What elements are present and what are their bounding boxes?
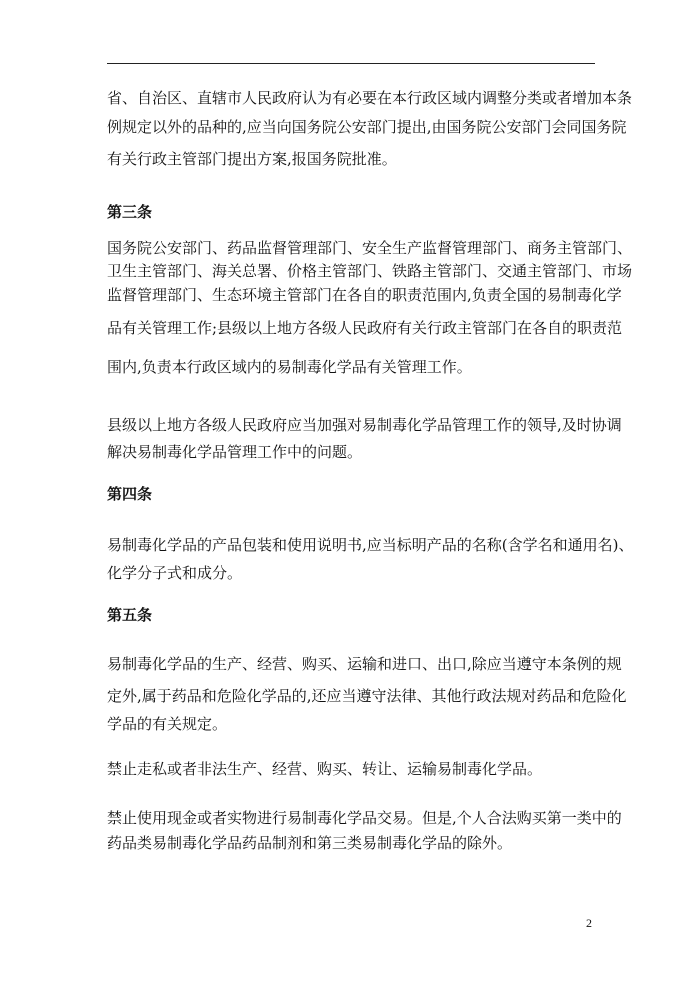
body-text-line: 卫生主管部门、海关总署、价格主管部门、铁路主管部门、交通主管部门、市场 [107, 262, 633, 280]
body-text-line: 国务院公安部门、药品监督管理部门、安全生产监督管理部门、商务主管部门、 [107, 239, 633, 257]
body-text-line: 易制毒化学品的产品包装和使用说明书,应当标明产品的名称(含学名和通用名)、 [107, 536, 634, 554]
body-text-line: 禁止使用现金或者实物进行易制毒化学品交易。但是,个人合法购买第一类中的 [107, 809, 622, 827]
body-text-line: 禁止走私或者非法生产、经营、购买、转让、运输易制毒化学品。 [107, 760, 543, 778]
page-number: 2 [586, 916, 592, 930]
body-text-line: 例规定以外的品种的,应当向国务院公安部门提出,由国务院公安部门会同国务院 [107, 118, 627, 136]
body-text-line: 化学分子式和成分。 [107, 564, 243, 582]
article-heading: 第四条 [107, 485, 153, 503]
body-text-line: 易制毒化学品的生产、经营、购买、运输和进口、出口,除应当遵守本条例的规 [107, 655, 622, 673]
body-text-line: 解决易制毒化学品管理工作中的问题。 [107, 443, 363, 461]
body-text-line: 县级以上地方各级人民政府应当加强对易制毒化学品管理工作的领导,及时协调 [107, 416, 622, 434]
body-text-line: 省、自治区、直辖市人民政府认为有必要在本行政区域内调整分类或者增加本条 [107, 89, 633, 107]
body-text-line: 药品类易制毒化学品药品制剂和第三类易制毒化学品的除外。 [107, 834, 513, 852]
body-text-line: 学品的有关规定。 [107, 715, 228, 733]
body-text-line: 监督管理部门、生态环境主管部门在各自的职责范围内,负责全国的易制毒化学 [107, 286, 622, 304]
body-text-line: 定外,属于药品和危险化学品的,还应当遵守法律、其他行政法规对药品和危险化 [107, 687, 627, 705]
article-heading: 第五条 [107, 606, 153, 624]
body-text-line: 品有关管理工作;县级以上地方各级人民政府有关行政主管部门在各自的职责范 [107, 319, 623, 337]
header-rule [107, 63, 595, 64]
body-text-line: 有关行政主管部门提出方案,报国务院批准。 [107, 150, 397, 168]
article-heading: 第三条 [107, 203, 153, 221]
body-text-line: 围内,负责本行政区域内的易制毒化学品有关管理工作。 [107, 358, 472, 376]
